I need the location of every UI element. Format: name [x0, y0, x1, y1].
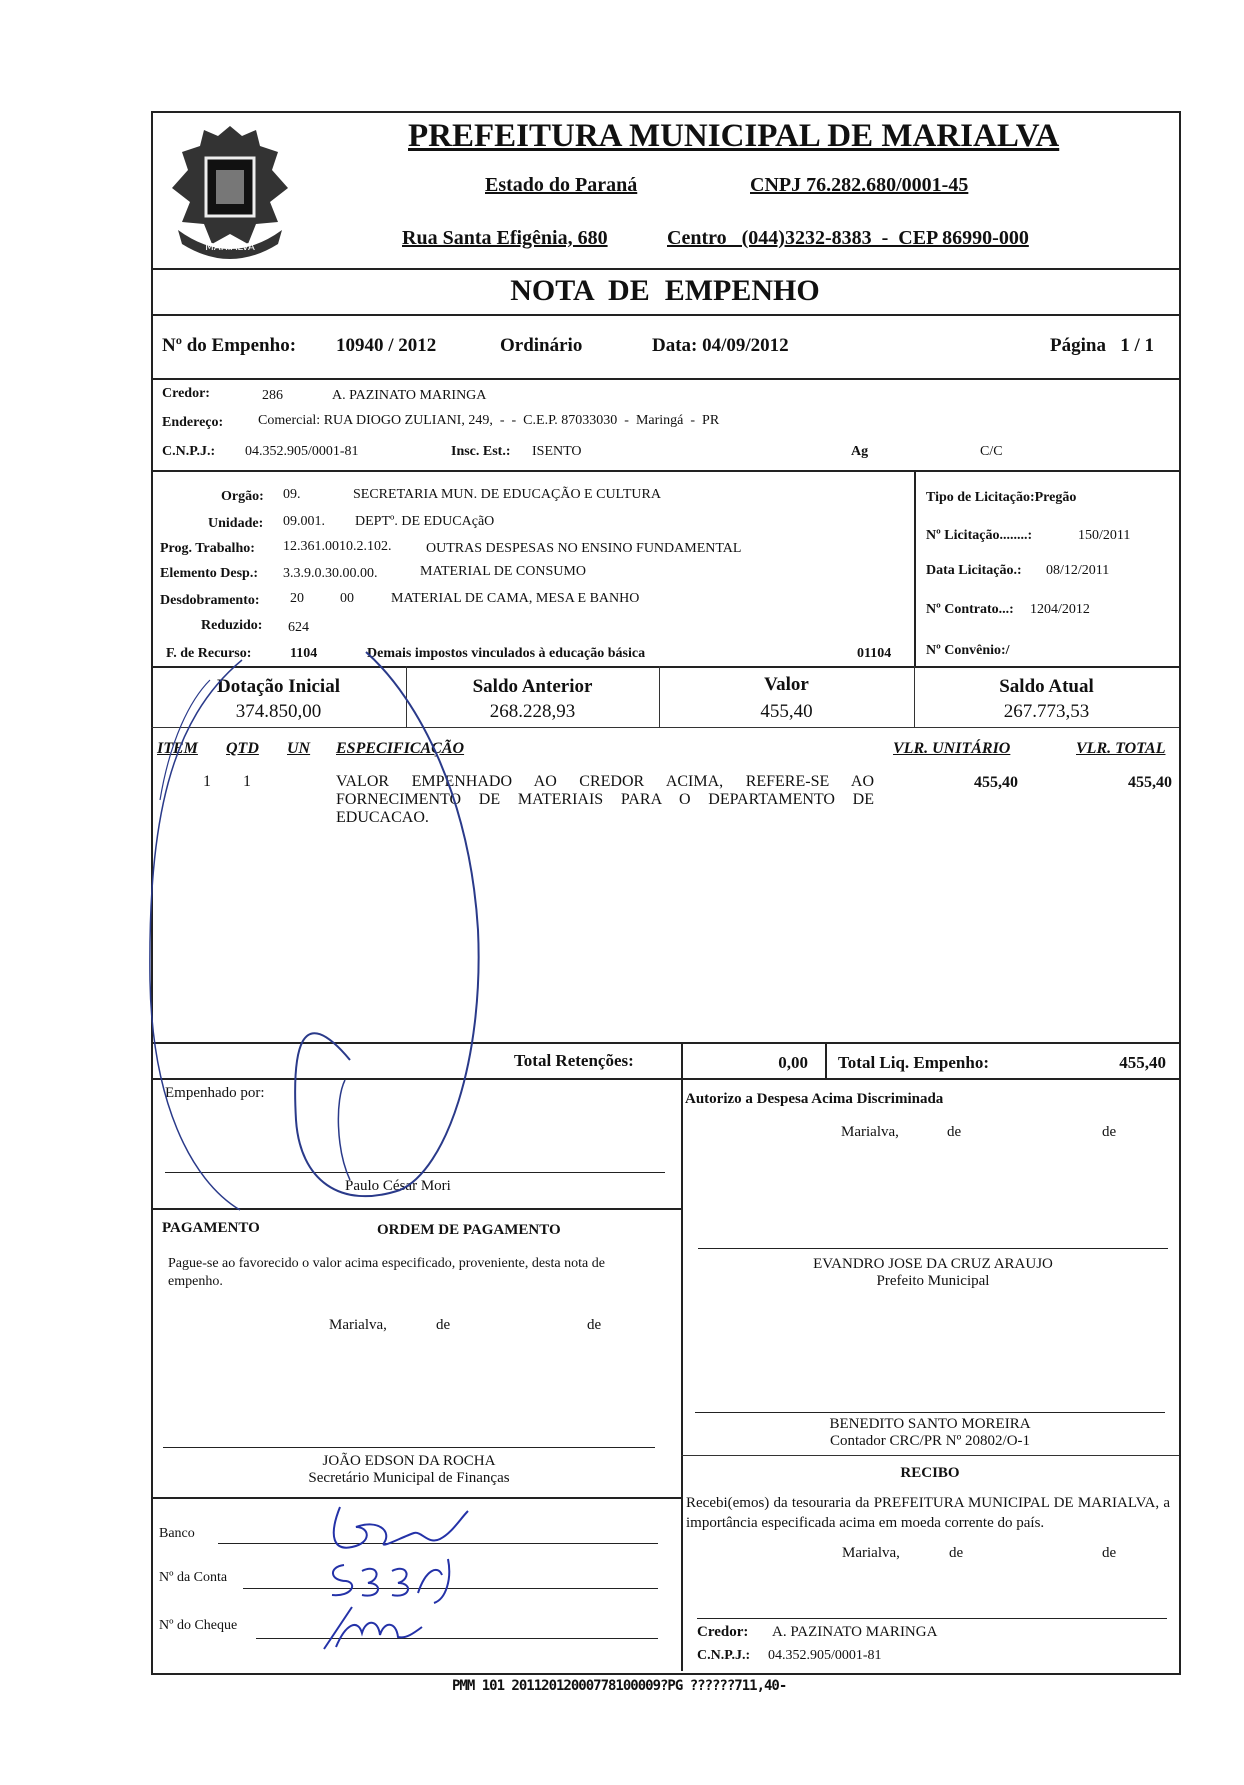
- recibo-credor-label: Credor:: [697, 1624, 749, 1640]
- ordem-pagamento-label: ORDEM DE PAGAMENTO: [377, 1222, 561, 1238]
- contador-signer: BENEDITO SANTO MOREIRA: [829, 1416, 1031, 1432]
- col-unit: VLR. UNITÁRIO: [893, 740, 1011, 757]
- address-label: Endereço:: [162, 415, 224, 430]
- retencoes-value: 0,00: [778, 1053, 808, 1072]
- unidade-name: DEPTº. DE EDUCAçãO: [355, 514, 495, 529]
- autorizo-title: Autorizo a Despesa Acima Discriminada: [685, 1091, 944, 1107]
- item-unit-value: 455,40: [974, 774, 1018, 791]
- empenhado-label: Empenhado por:: [165, 1085, 265, 1101]
- licitacao-number-label: Nº Licitação........:: [926, 528, 1033, 543]
- cc-label: C/C: [980, 444, 1003, 459]
- credor-address: Comercial: RUA DIOGO ZULIANI, 249, - - C.E.P. 87033030 - Maringá - PR: [258, 413, 720, 428]
- autorizo-de1: de: [947, 1124, 962, 1140]
- desdob-label: Desdobramento:: [160, 593, 260, 608]
- credor-code: 286: [262, 388, 283, 403]
- recibo-place: Marialva,: [842, 1545, 900, 1561]
- unidade-label: Unidade:: [208, 516, 264, 531]
- contrato-number: 1204/2012: [1030, 602, 1090, 617]
- insc-label: Insc. Est.:: [451, 444, 511, 459]
- recibo-cnpj-label: C.N.P.J.:: [697, 1648, 751, 1663]
- col-total: VLR. TOTAL: [1076, 740, 1166, 757]
- recibo-de1: de: [949, 1545, 964, 1561]
- orgao-name: SECRETARIA MUN. DE EDUCAÇÃO E CULTURA: [353, 487, 661, 502]
- item-total-value: 455,40: [1128, 774, 1172, 791]
- col-un: UN: [287, 740, 311, 757]
- valor-label: Valor: [764, 674, 809, 695]
- recurso-name: Demais impostos vinculados à educação básica: [367, 646, 646, 661]
- coat-of-arms-logo: [160, 118, 300, 268]
- banco-label: Banco: [159, 1526, 195, 1541]
- recurso-num: 01104: [857, 646, 892, 661]
- prog-code: 12.361.0010.2.102.: [283, 539, 392, 554]
- conta-label: Nº da Conta: [159, 1570, 228, 1585]
- pagamento-text: Pague-se ao favorecido o valor acima especificado, proveniente, desta nota de empenho.: [168, 1256, 605, 1289]
- desdob-code2: 00: [340, 591, 354, 606]
- autorizo-signer: EVANDRO JOSE DA CRUZ ARAUJO: [813, 1256, 1053, 1272]
- liquido-value: 455,40: [1119, 1053, 1166, 1072]
- insc-value: ISENTO: [532, 444, 582, 459]
- licitacao-number: 150/2011: [1078, 528, 1131, 543]
- autorizo-de2: de: [1102, 1124, 1117, 1140]
- page-number: Página 1 / 1: [1050, 335, 1154, 356]
- estado-text: Estado do Paraná: [485, 174, 638, 196]
- empenhado-name: Paulo César Mori: [345, 1178, 451, 1194]
- pagamento-place: Marialva,: [329, 1317, 387, 1333]
- elemento-code: 3.3.9.0.30.00.00.: [283, 566, 378, 581]
- credor-cnpj: 04.352.905/0001-81: [245, 444, 359, 459]
- dotacao-label: Dotação Inicial: [217, 676, 340, 697]
- saldo-atual-label: Saldo Atual: [999, 676, 1094, 697]
- reduzido-label: Reduzido:: [201, 618, 263, 633]
- item-qtd: 1: [243, 773, 251, 790]
- unidade-code: 09.001.: [283, 514, 325, 529]
- prog-name: OUTRAS DESPESAS NO ENSINO FUNDAMENTAL: [426, 541, 742, 556]
- cnpj-label: C.N.P.J.:: [162, 444, 216, 459]
- dotacao-value: 374.850,00: [235, 701, 322, 722]
- tipo-licitacao: Tipo de Licitação:Pregão: [926, 490, 1077, 505]
- credor-name: A. PAZINATO MARINGA: [332, 388, 487, 403]
- recibo-title: RECIBO: [900, 1465, 960, 1481]
- contact-text: Centro (044)3232-8383 - CEP 86990-000: [667, 227, 1029, 249]
- elemento-name: MATERIAL DE CONSUMO: [420, 564, 586, 579]
- contrato-label: Nº Contrato...:: [926, 602, 1014, 617]
- retencoes-label: Total Retenções:: [514, 1051, 634, 1070]
- valor-value: 455,40: [760, 701, 813, 722]
- pagamento-label: PAGAMENTO: [162, 1220, 260, 1236]
- recibo-de2: de: [1102, 1545, 1117, 1561]
- convenio: Nº Convênio:/: [926, 643, 1010, 658]
- recurso-code: 1104: [290, 646, 318, 661]
- cheque-label: Nº do Cheque: [159, 1618, 238, 1633]
- pagamento-de2: de: [587, 1317, 602, 1333]
- autorizo-place: Marialva,: [841, 1124, 899, 1140]
- footer-code: PMM 101 20112012000778100009?PG ??????711,40-: [452, 1678, 787, 1694]
- cnpj-header: CNPJ 76.282.680/0001-45: [750, 174, 969, 196]
- ag-label: Ag: [851, 444, 869, 459]
- col-especificacao: ESPECIFICAÇÃO: [336, 740, 465, 757]
- orgao-code: 09.: [283, 487, 301, 502]
- recibo-cnpj: 04.352.905/0001-81: [768, 1648, 882, 1663]
- saldo-anterior-label: Saldo Anterior: [472, 676, 593, 697]
- pagamento-signer: JOÃO EDSON DA ROCHA: [322, 1453, 496, 1469]
- pagamento-signer-role: Secretário Municipal de Finanças: [308, 1470, 510, 1486]
- street-text: Rua Santa Efigênia, 680: [402, 227, 608, 249]
- licitacao-date: 08/12/2011: [1046, 563, 1110, 578]
- recibo-text: Recebi(emos) da tesouraria da PREFEITURA MUNICIPAL DE MARIALVA, a importância especificada acima em moeda corrente do país.: [686, 1495, 1170, 1531]
- col-item: ITEM: [157, 740, 198, 757]
- empenho-date: Data: 04/09/2012: [652, 335, 789, 356]
- prefeitura-title: PREFEITURA MUNICIPAL DE MARIALVA: [408, 118, 1060, 154]
- contador-role: Contador CRC/PR Nº 20802/O-1: [829, 1433, 1031, 1449]
- recibo-credor: A. PAZINATO MARINGA: [772, 1624, 938, 1640]
- orgao-label: Orgão:: [221, 489, 264, 504]
- liquido-label: Total Liq. Empenho:: [838, 1053, 989, 1072]
- desdob-code: 20: [290, 591, 304, 606]
- autorizo-signer-role: Prefeito Municipal: [876, 1273, 990, 1289]
- pagamento-de1: de: [436, 1317, 451, 1333]
- saldo-atual-value: 267.773,53: [1003, 701, 1090, 722]
- credor-label: Credor:: [162, 386, 210, 401]
- saldo-anterior-value: 268.228,93: [489, 701, 576, 722]
- desdob-name: MATERIAL DE CAMA, MESA E BANHO: [391, 591, 640, 606]
- doc-title: NOTA DE EMPENHO: [510, 274, 820, 307]
- prog-label: Prog. Trabalho:: [160, 541, 255, 556]
- recurso-label: F. de Recurso:: [166, 646, 252, 661]
- item-description: VALOR EMPENHADO AO CREDOR ACIMA, REFERE-SE AO FORNECIMENTO DE MATERIAIS PARA O DEPARTAMENTO DE EDUCACAO.: [336, 773, 874, 826]
- item-number: 1: [203, 773, 211, 790]
- col-qtd: QTD: [226, 740, 259, 757]
- reduzido-value: 624: [288, 620, 309, 635]
- svg-text:MARIALVA: MARIALVA: [205, 242, 255, 253]
- licitacao-date-label: Data Licitação.:: [926, 563, 1022, 578]
- empenho-type: Ordinário: [500, 335, 583, 356]
- empenho-number: 10940 / 2012: [336, 335, 437, 356]
- empenho-number-label: Nº do Empenho:: [162, 335, 297, 356]
- elemento-label: Elemento Desp.:: [160, 566, 258, 581]
